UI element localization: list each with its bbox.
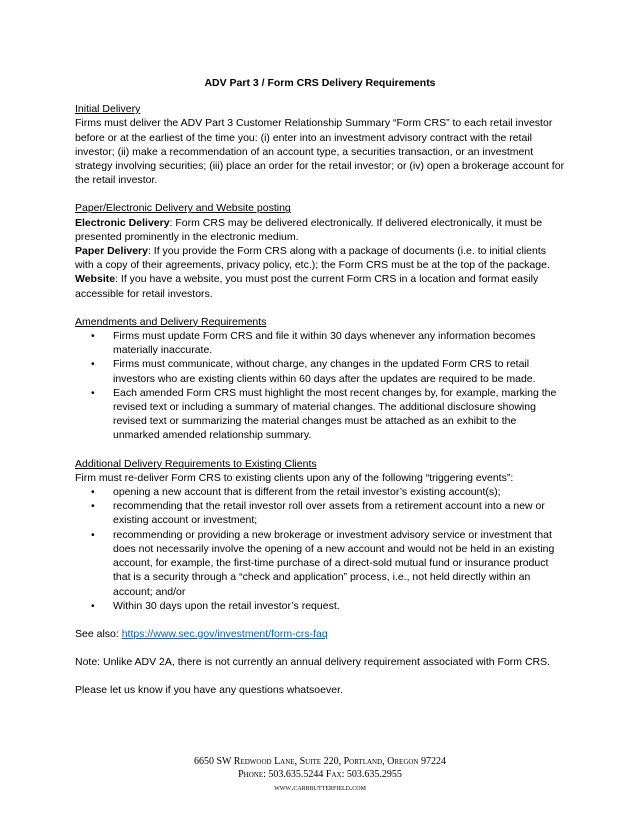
amendments-list <box>75 329 565 443</box>
list-item: • Firms must update Form CRS and file it within 30 days whenever any information becomes materially inaccurate. <box>75 329 565 357</box>
additional-requirements-section <box>75 457 565 613</box>
list-item: • Firms must communicate, without charge, any changes in the updated Form CRS to retail investors who are existing clients within 60 days after the updates are required to be made. <box>75 357 565 385</box>
paper-electronic-section <box>75 201 565 300</box>
form-crs-faq-link[interactable]: https://www.sec.gov/investment/form-crs-faq <box>121 627 328 640</box>
list-item: • Each amended Form CRS must highlight the most recent changes by, for example, marking the revised text or including a summary of material changes. The additional disclosure showing revised text or summarizing the material changes must be attached as an exhibit to the unmarked amended relationship summary. <box>75 386 565 443</box>
triggering-events-list <box>75 485 565 613</box>
website-text: : If you have a website, you must post the current Form CRS in a location and format easily accessible for retail investors. <box>75 273 539 300</box>
initial-delivery-heading: Initial Delivery <box>75 103 141 116</box>
paper-delivery-label: Paper Delivery <box>75 245 148 258</box>
closing-text: Please let us know if you have any questions whatsoever. <box>75 684 343 697</box>
note-text: Note: Unlike ADV 2A, there is not currently an annual delivery requirement associated with Form CRS. <box>75 656 551 669</box>
footer-phone-fax: Phone: 503.635.5244 Fax: 503.635.2955 <box>238 769 402 780</box>
amendments-heading: Amendments and Delivery Requirements <box>75 315 267 328</box>
amendments-section <box>75 315 565 443</box>
list-item: • Within 30 days upon the retail investor’s request. <box>75 599 565 613</box>
footer-address: 6650 SW Redwood Lane, Suite 220, Portland, Oregon 97224 <box>193 756 446 767</box>
initial-delivery-section <box>75 102 565 187</box>
see-also-line <box>75 627 565 641</box>
additional-requirements-heading: Additional Delivery Requirements to Existing Clients <box>75 457 317 470</box>
letterhead-footer <box>0 755 640 794</box>
list-item: • opening a new account that is different from the retail investor’s existing account(s); <box>75 485 565 499</box>
initial-delivery-text: Firms must deliver the ADV Part 3 Customer Relationship Summary “Form CRS” to each retail investor before or at the earliest of the time you: (i) enter into an investment advisory contract with the retail investor; (ii) make a recommendation of an account type, a securities transaction, or an investment strategy involving securities; (iii) place an order for the retail investor; or (iv) open a brokerage account for the retail investor. <box>75 117 565 187</box>
paper-delivery-text: : If you provide the Form CRS along with a package of documents (i.e. to initial clients with a copy of their agreements, privacy policy, etc.); the Form CRS must be at the top of the package. <box>75 245 550 272</box>
see-also-label: See also: <box>75 627 122 640</box>
additional-requirements-intro: Firm must re-deliver Form CRS to existing clients upon any of the following “triggering events”: <box>75 471 514 484</box>
website-label: Website <box>75 273 116 286</box>
electronic-delivery-text: : Form CRS may be delivered electronically. If delivered electronically, it must be presented prominently in the electronic medium. <box>75 216 543 243</box>
paper-delivery-paragraph <box>75 244 565 272</box>
website-paragraph <box>75 272 565 300</box>
list-item: • recommending that the retail investor roll over assets from a retirement account into a new or existing account or investment; <box>75 499 565 527</box>
document-body <box>75 76 565 712</box>
electronic-delivery-label: Electronic Delivery <box>75 216 170 229</box>
electronic-delivery-paragraph <box>75 216 565 244</box>
footer-website: www.carrbutterfield.com <box>274 782 366 792</box>
page-title: ADV Part 3 / Form CRS Delivery Requirements <box>204 77 436 89</box>
list-item: • recommending or providing a new brokerage or investment advisory service or investment that does not necessarily involve the opening of a new account and would not be held in an existing account, for example, the first-time purchase of a direct-sold mutual fund or insurance product that is a security through a “check and application” process, i.e., not held directly within an account; and/or <box>75 528 565 599</box>
paper-electronic-heading: Paper/Electronic Delivery and Website posting <box>75 202 291 215</box>
